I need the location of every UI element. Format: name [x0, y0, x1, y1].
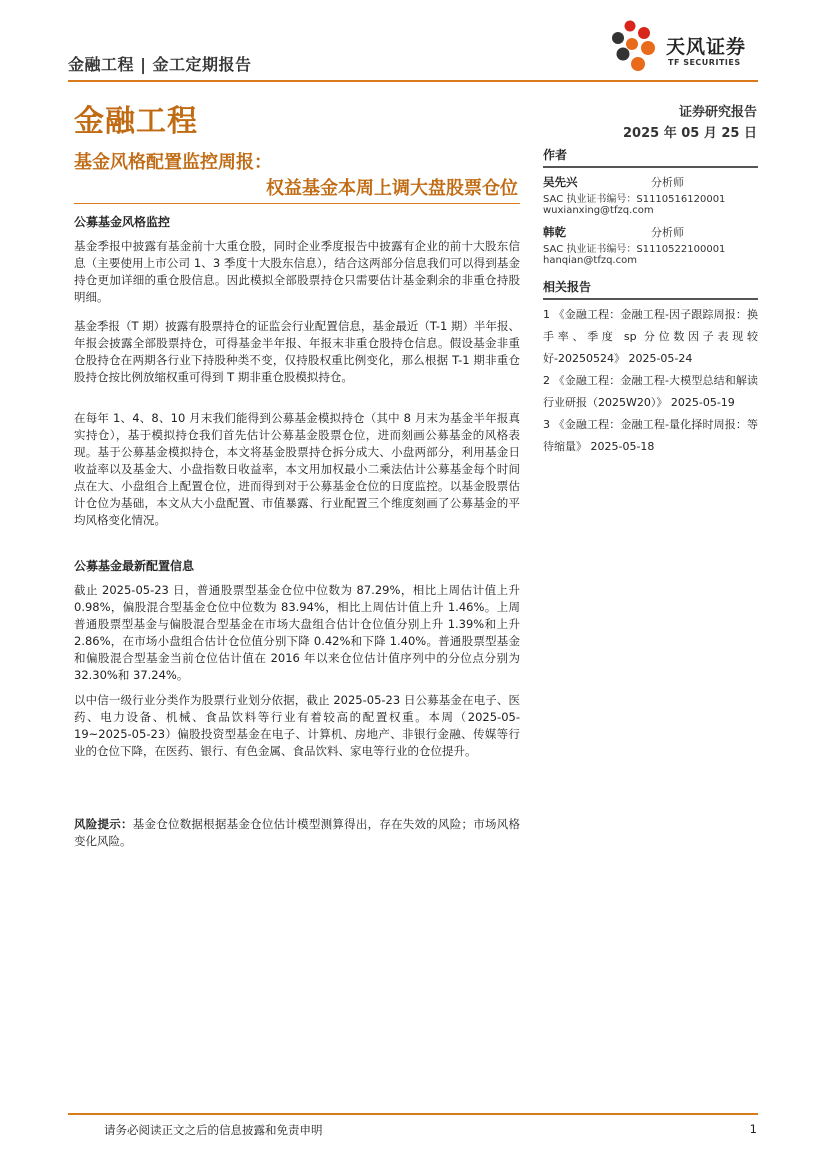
body-paragraph: 在每年 1、4、8、10 月末我们能得到公募基金模拟持仓（其中 8 月末为基金半年报真实持仓），基于模拟持仓我们首先估计公募基金股票仓位，进而刻画公募基金的风格表现。基于公募基金模拟持仓，本文将基金股票持仓拆分成大、小盘两部分，利用基金日收益率以及基金大、小盘指数日收益率，本文用加权最小二乘法估计公募基金每个时间点在大、小盘组合上配置仓位，进而得到对于公募基金仓位的日度监控。以基金股票估计仓位为基础，本文从大小盘配置、市值暴露、行业配置三个维度刻画了公募基金的平均风格变化情况。	[74, 411, 520, 527]
report-title-line2: 权益基金本周上调大盘股票仓位	[266, 178, 518, 199]
author-email[interactable]: hanqian@tfzq.com	[543, 254, 637, 266]
risk-text: 基金仓位数据根据基金仓位估计模型测算得出，存在失效的风险；市场风格变化风险。	[74, 817, 520, 848]
footer-divider	[68, 1113, 758, 1115]
section-title: 金融工程	[74, 104, 198, 139]
author-email[interactable]: wuxianxing@tfzq.com	[543, 204, 654, 216]
author-name: 吴先兴	[543, 174, 578, 189]
author-sac: SAC 执业证书编号：S1110522100001	[543, 243, 726, 255]
author-entry	[543, 224, 758, 266]
authors-heading: 作者	[543, 148, 568, 162]
author-role: 分析师	[651, 225, 684, 239]
authors-divider	[543, 166, 758, 168]
body-paragraph: 截止 2025-05-23 日，普通股票型基金仓位中位数为 87.29%，相比上周估计值上升 0.98%，偏股混合型基金仓位中位数为 83.94%，相比上周估计值上升 1.46%。上周普通股票型基金与偏股混合型基金在市场大盘组合估计仓位值分别上升 1.39%和上升 2.86%，在市场小盘组合估计仓位值分别下降 0.42%和下降 1.40%。普通股票型基金和偏股混合型基金当前仓位估计值在 2016 年以来仓位估计值序列中的分位点分别为 32.30%和 37.24%。	[74, 583, 520, 682]
sidebar-related-reports	[543, 278, 758, 458]
author-name: 韩乾	[543, 224, 566, 239]
related-divider	[543, 298, 758, 300]
title-divider	[74, 203, 520, 204]
related-report-item[interactable]: 1 《金融工程：金融工程-因子跟踪周报：换手率、季度 sp 分位数因子表现较好-20250524》 2025-05-24	[543, 307, 758, 365]
logo-text-en: TF SECURITIES	[668, 58, 741, 67]
body-paragraph: 基金季报中披露有基金前十大重仓股，同时企业季度报告中披露有企业的前十大股东信息（主要使用上市公司 1、3 季度十大股东信息），结合这两部分信息我们可以得到基金持仓更加详细的重仓股信息。因此模拟全部股票持仓只需要估计基金剩余的非重仓持股明细。	[74, 239, 520, 304]
header-category: 金融工程 | 金工定期报告	[68, 55, 252, 74]
risk-warning	[74, 816, 520, 850]
related-heading: 相关报告	[543, 280, 592, 294]
risk-label: 风险提示：	[74, 817, 133, 831]
report-title-line1: 基金风格配置监控周报：	[74, 152, 272, 173]
company-logo	[608, 18, 758, 76]
author-sac: SAC 执业证书编号：S1110516120001	[543, 193, 726, 205]
body-paragraph: 基金季报（T 期）披露有股票持仓的证监会行业配置信息，基金最近（T-1 期）半年报、年报会披露全部股票持仓，可得基金半年报、年报末非重仓股持仓信息。假设基金非重仓股持仓在两期各行业下持股种类不变，仅持股权重比例变化，那么根据 T-1 期非重仓股持仓按比例放缩权重可得到 T 期非重仓股模拟持仓。	[74, 319, 520, 384]
report-date: 2025 年 05 月 25 日	[623, 126, 757, 141]
author-entry	[543, 174, 758, 216]
related-report-item[interactable]: 3 《金融工程：金融工程-量化择时周报：等待缩量》 2025-05-18	[543, 417, 758, 453]
section-heading-latest-allocation: 公募基金最新配置信息	[74, 559, 195, 573]
body-paragraph: 以中信一级行业分类作为股票行业划分依据，截止 2025-05-23 日公募基金在电子、医药、电力设备、机械、食品饮料等行业有着较高的配置权重。本周（2025-05-19~2025-05-23）偏股投资型基金在电子、计算机、房地产、非银行金融、传媒等行业的仓位下降，在医药、银行、有色金属、食品饮料、家电等行业的仓位提升。	[74, 693, 520, 758]
logo-text-cn: 天风证券	[666, 36, 747, 58]
author-role: 分析师	[651, 175, 684, 189]
section-heading-style-monitor: 公募基金风格监控	[74, 215, 171, 229]
related-report-item[interactable]: 2 《金融工程：金融工程-大模型总结和解读行业研报（2025W20）》 2025-05-19	[543, 373, 758, 409]
header-divider	[68, 80, 758, 82]
report-type: 证券研究报告	[678, 105, 757, 120]
page-number: 1	[749, 1122, 757, 1136]
sidebar-authors	[543, 146, 758, 266]
logo-mark-icon	[608, 18, 662, 76]
footer-disclaimer: 请务必阅读正文之后的信息披露和免责申明	[104, 1123, 323, 1137]
